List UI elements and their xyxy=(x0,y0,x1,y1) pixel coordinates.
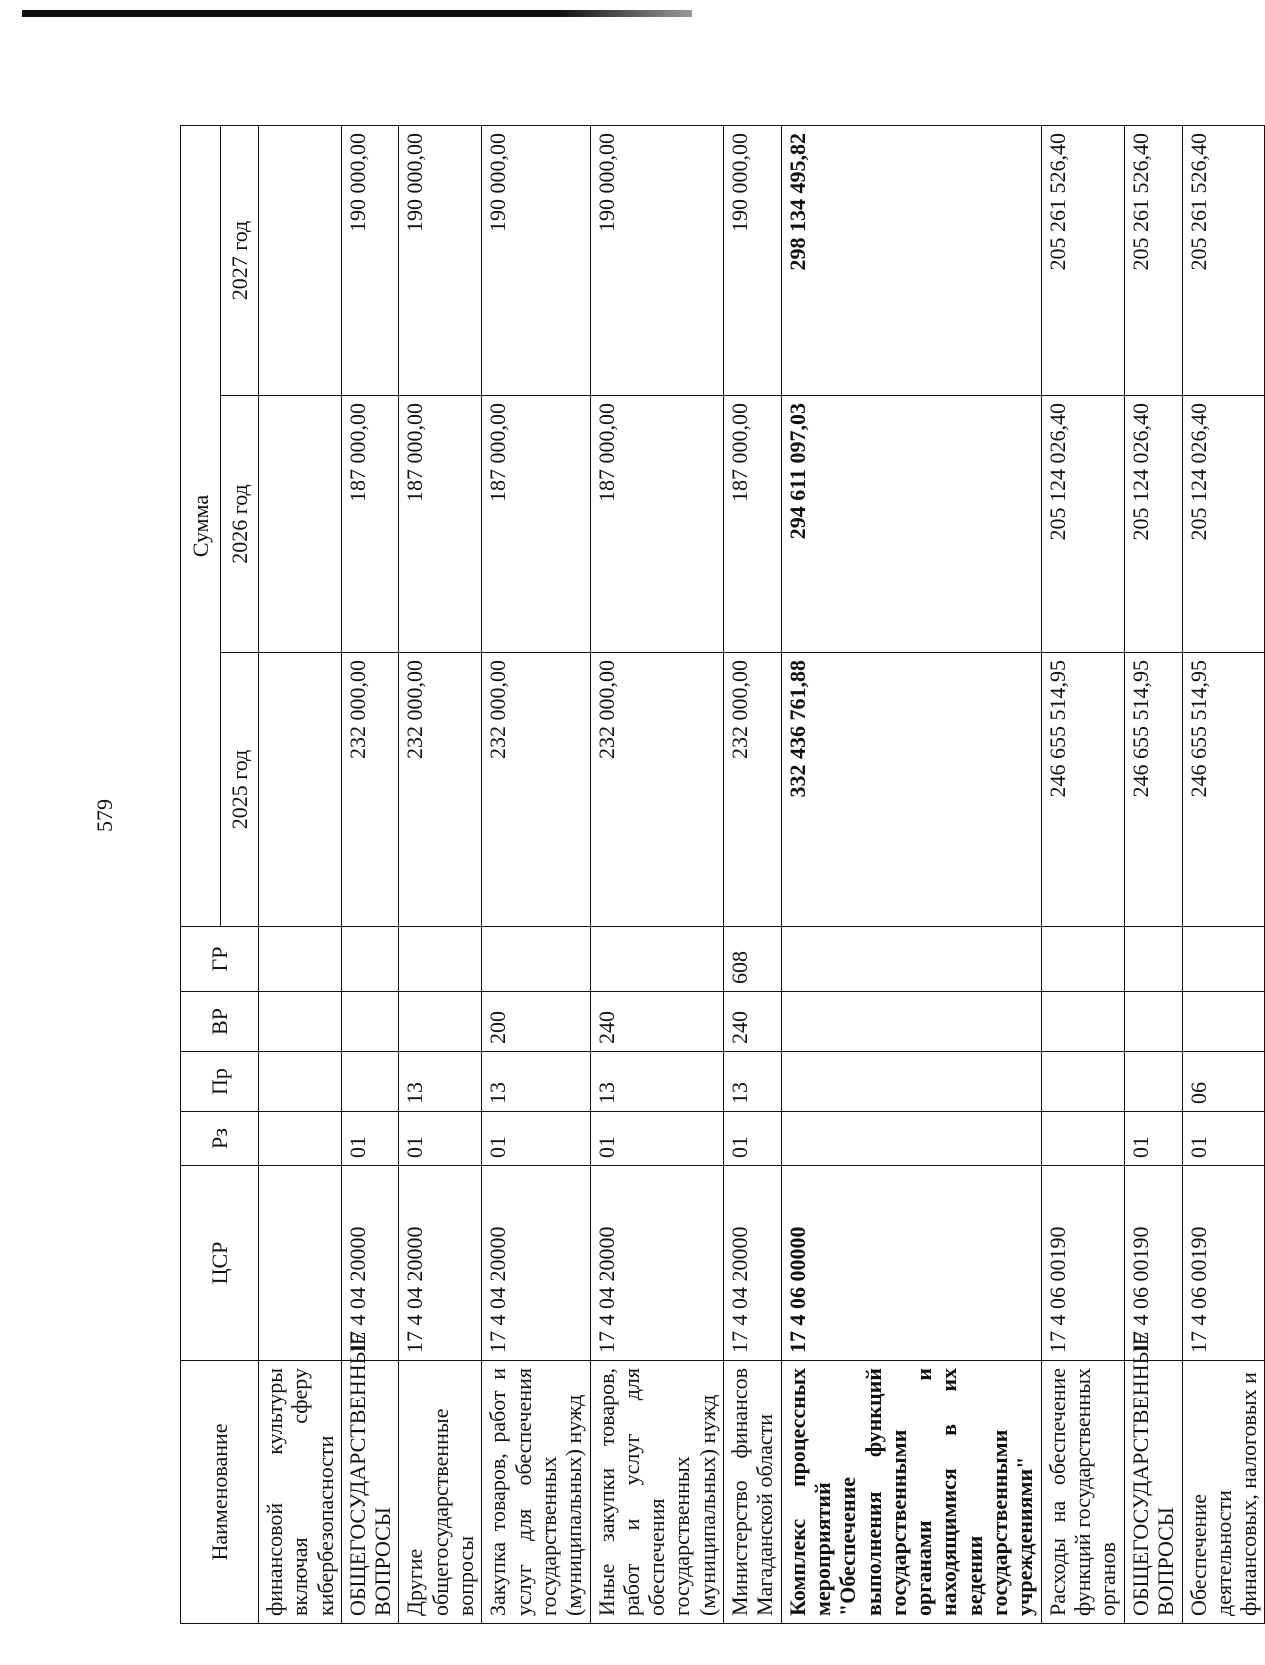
cell-2025: 246 655 514,95 xyxy=(1041,653,1124,927)
header-name: Наименование xyxy=(181,1361,259,1624)
cell-pr: 06 xyxy=(1182,1052,1265,1112)
table-body xyxy=(259,126,1265,1624)
cell-vr xyxy=(259,992,342,1052)
cell-csr: 17 4 06 00190 xyxy=(1124,1166,1182,1361)
cell-2026: 187 000,00 xyxy=(590,396,723,653)
cell-vr xyxy=(1124,992,1182,1052)
cell-rz: 01 xyxy=(1182,1112,1265,1166)
cell-gr: 608 xyxy=(724,927,782,992)
table-row xyxy=(781,126,1041,1624)
cell-name: ОБЩЕГОСУДАРСТВЕННЫЕ ВОПРОСЫ xyxy=(1124,1361,1182,1624)
cell-rz: 01 xyxy=(590,1112,723,1166)
cell-gr xyxy=(1182,927,1265,992)
cell-gr xyxy=(259,927,342,992)
cell-csr: 17 4 06 00000 xyxy=(781,1166,1041,1361)
cell-gr xyxy=(482,927,590,992)
cell-vr xyxy=(399,992,482,1052)
cell-gr xyxy=(781,927,1041,992)
table-row xyxy=(259,126,342,1624)
header-vr: ВР xyxy=(181,992,259,1052)
cell-vr: 240 xyxy=(724,992,782,1052)
cell-2027: 190 000,00 xyxy=(399,126,482,396)
cell-csr: 17 4 04 20000 xyxy=(399,1166,482,1361)
cell-2027: 190 000,00 xyxy=(590,126,723,396)
cell-2025 xyxy=(259,653,342,927)
cell-2027: 205 261 526,40 xyxy=(1124,126,1182,396)
cell-pr xyxy=(341,1052,399,1112)
cell-2025: 232 000,00 xyxy=(590,653,723,927)
cell-2025: 246 655 514,95 xyxy=(1124,653,1182,927)
header-rz: Рз xyxy=(181,1112,259,1166)
cell-csr: 17 4 04 20000 xyxy=(482,1166,590,1361)
cell-2025: 232 000,00 xyxy=(724,653,782,927)
cell-rz: 01 xyxy=(1124,1112,1182,1166)
cell-2027 xyxy=(259,126,342,396)
cell-pr: 13 xyxy=(399,1052,482,1112)
cell-name: Комплекс процессных мероприятий "Обеспечение выполнения функций государственными органами и находящимися в их ведении государственными учреждениями" xyxy=(781,1361,1041,1624)
cell-2026 xyxy=(259,396,342,653)
cell-vr xyxy=(1182,992,1265,1052)
cell-name: финансовой культуры включая сферу кибербезопасности xyxy=(259,1361,342,1624)
cell-2026: 294 611 097,03 xyxy=(781,396,1041,653)
cell-2027: 205 261 526,40 xyxy=(1041,126,1124,396)
cell-csr: 17 4 04 20000 xyxy=(724,1166,782,1361)
cell-2026: 187 000,00 xyxy=(341,396,399,653)
cell-csr: 17 4 04 20000 xyxy=(341,1166,399,1361)
cell-pr: 13 xyxy=(590,1052,723,1112)
rotated-table-wrapper xyxy=(180,126,1262,1624)
cell-gr xyxy=(1124,927,1182,992)
cell-pr: 13 xyxy=(482,1052,590,1112)
table-row xyxy=(1124,126,1182,1624)
page-number: 579 xyxy=(92,799,117,832)
scan-edge-bar xyxy=(22,10,692,17)
cell-pr xyxy=(259,1052,342,1112)
cell-gr xyxy=(590,927,723,992)
table-row xyxy=(590,126,723,1624)
table-row xyxy=(341,126,399,1624)
cell-2026: 187 000,00 xyxy=(724,396,782,653)
cell-2027: 298 134 495,82 xyxy=(781,126,1041,396)
cell-2026: 205 124 026,40 xyxy=(1041,396,1124,653)
cell-pr: 13 xyxy=(724,1052,782,1112)
cell-vr xyxy=(1041,992,1124,1052)
cell-rz: 01 xyxy=(482,1112,590,1166)
header-csr: ЦСР xyxy=(181,1166,259,1361)
cell-gr xyxy=(1041,927,1124,992)
cell-rz xyxy=(259,1112,342,1166)
cell-pr xyxy=(781,1052,1041,1112)
cell-vr: 200 xyxy=(482,992,590,1052)
table-row xyxy=(1182,126,1265,1624)
cell-gr xyxy=(341,927,399,992)
cell-vr: 240 xyxy=(590,992,723,1052)
cell-rz xyxy=(1041,1112,1124,1166)
table-row xyxy=(482,126,590,1624)
cell-name: Обеспечение деятельности финансовых, налоговых и xyxy=(1182,1361,1265,1624)
cell-gr xyxy=(399,927,482,992)
cell-2026: 187 000,00 xyxy=(399,396,482,653)
cell-2027: 190 000,00 xyxy=(341,126,399,396)
budget-table xyxy=(180,125,1265,1624)
header-sum: Сумма xyxy=(181,126,221,927)
cell-vr xyxy=(341,992,399,1052)
table-row xyxy=(724,126,782,1624)
header-year-2026: 2026 год xyxy=(221,396,259,653)
cell-rz xyxy=(781,1112,1041,1166)
cell-csr: 17 4 06 00190 xyxy=(1182,1166,1265,1361)
cell-name: ОБЩЕГОСУДАРСТВЕННЫЕ ВОПРОСЫ xyxy=(341,1361,399,1624)
cell-2027: 190 000,00 xyxy=(482,126,590,396)
cell-pr xyxy=(1124,1052,1182,1112)
header-year-2025: 2025 год xyxy=(221,653,259,927)
table-row xyxy=(1041,126,1124,1624)
cell-name: Другие общегосударственные вопросы xyxy=(399,1361,482,1624)
cell-2026: 205 124 026,40 xyxy=(1124,396,1182,653)
cell-2026: 187 000,00 xyxy=(482,396,590,653)
cell-name: Закупка товаров, работ и услуг для обеспечения государственных (муниципальных) нужд xyxy=(482,1361,590,1624)
cell-vr xyxy=(781,992,1041,1052)
cell-2026: 205 124 026,40 xyxy=(1182,396,1265,653)
cell-rz: 01 xyxy=(399,1112,482,1166)
cell-rz: 01 xyxy=(341,1112,399,1166)
header-gr: ГР xyxy=(181,927,259,992)
table-row xyxy=(399,126,482,1624)
cell-pr xyxy=(1041,1052,1124,1112)
cell-csr: 17 4 04 20000 xyxy=(590,1166,723,1361)
cell-2025: 232 000,00 xyxy=(341,653,399,927)
cell-rz: 01 xyxy=(724,1112,782,1166)
cell-name: Расходы на обеспечение функций государственных органов xyxy=(1041,1361,1124,1624)
cell-2025: 332 436 761,88 xyxy=(781,653,1041,927)
cell-csr xyxy=(259,1166,342,1361)
cell-csr: 17 4 06 00190 xyxy=(1041,1166,1124,1361)
cell-2027: 190 000,00 xyxy=(724,126,782,396)
cell-2025: 246 655 514,95 xyxy=(1182,653,1265,927)
header-pr: Пр xyxy=(181,1052,259,1112)
cell-name: Иные закупки товаров, работ и услуг для обеспечения государственных (муниципальных) нужд xyxy=(590,1361,723,1624)
cell-2027: 205 261 526,40 xyxy=(1182,126,1265,396)
cell-2025: 232 000,00 xyxy=(482,653,590,927)
header-year-2027: 2027 год xyxy=(221,126,259,396)
cell-name: Министерство финансов Магаданской области xyxy=(724,1361,782,1624)
cell-2025: 232 000,00 xyxy=(399,653,482,927)
